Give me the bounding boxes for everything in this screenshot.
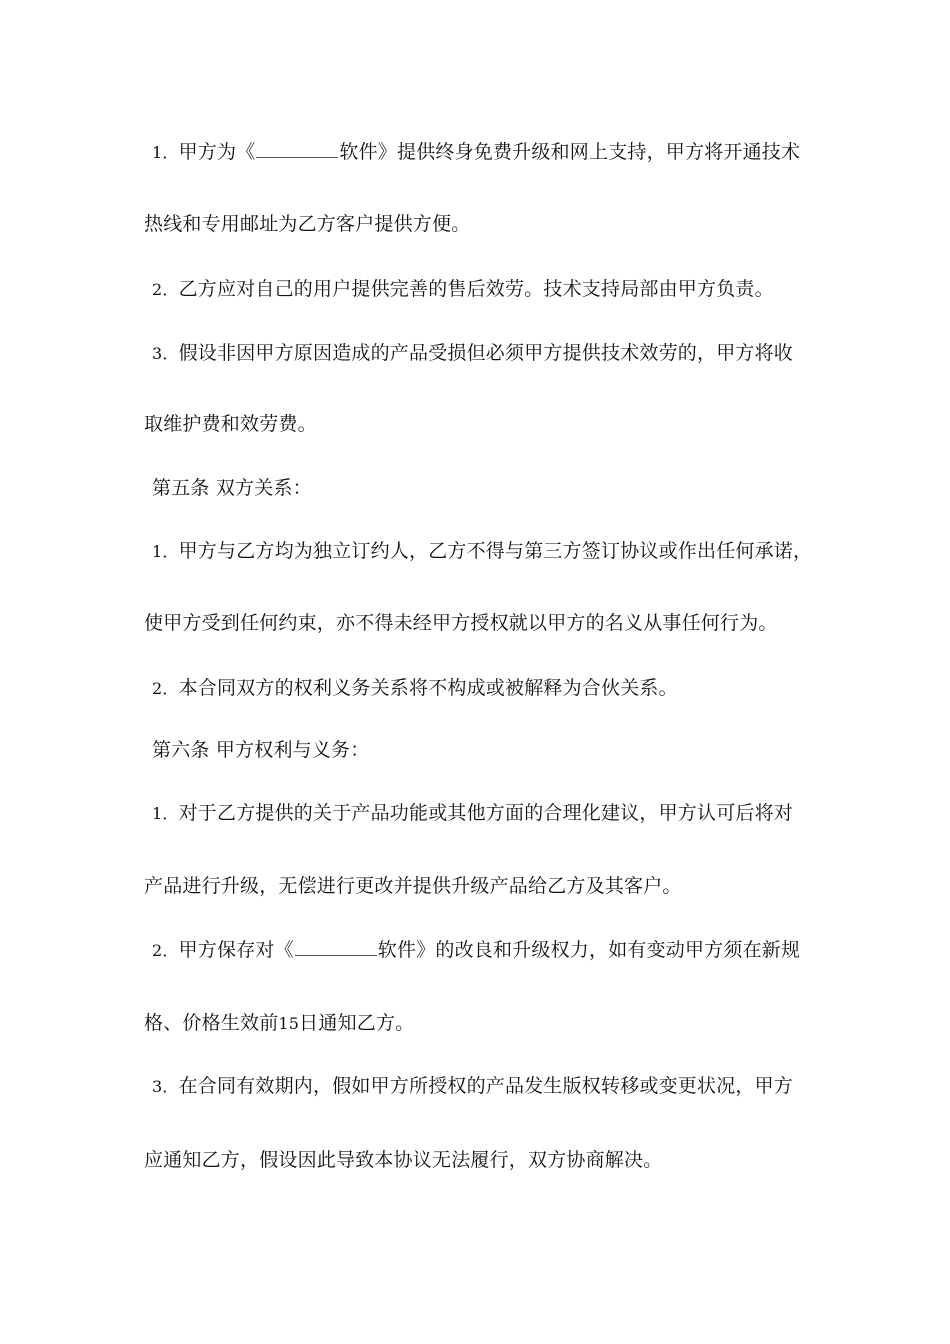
clause-text: 乙方应对自己的用户提供完善的售后效劳。技术支持局部由甲方负责。 [178,278,774,300]
article-6-heading: 第六条 甲方权利与义务： [152,739,370,761]
clause-text: 假设非因甲方原因造成的产品受损但必须甲方提供技术效劳的，甲方将收 [178,342,793,364]
clause-text: 软件》的改良和升级权力，如有变动甲方须在新规 [377,939,801,961]
blank-field [295,939,377,956]
clause-text: 在合同有效期内，假如甲方所授权的产品发生版权转移或变更状况，甲方 [178,1075,793,1097]
clause-5-2-line-1 [152,675,678,702]
clause-number: 2． [152,941,179,960]
clause-6-3-line-2: 应通知乙方，假设因此导致本协议无法履行，双方协商解决。 [144,1149,663,1171]
clause-number: 2． [152,679,179,698]
clause-text: 甲方为《 [178,141,256,163]
clause-6-3-line-1 [152,1073,793,1100]
article-5-heading: 第五条 双方关系： [152,477,312,499]
clause-text: 软件》提供终身免费升级和网上支持，甲方将开通技术 [339,141,801,163]
clause-text: 甲方保存对《 [178,939,294,961]
clause-3-line-1 [152,340,793,367]
clause-text: 甲方与乙方均为独立订约人，乙方不得与第三方签订协议或作出任何承诺， [178,540,813,562]
clause-text: 格、价格生效前 [144,1012,279,1034]
clause-number: 3． [152,344,179,363]
clause-3-line-2: 取维护费和效劳费。 [144,413,317,435]
clause-6-2-line-2 [144,1010,414,1037]
clause-6-2-line-1 [152,937,800,964]
clause-number: 1． [152,804,179,823]
clause-text: 对于乙方提供的关于产品功能或其他方面的合理化建议，甲方认可后将对 [178,802,793,824]
clause-number: 2． [152,280,179,299]
clause-text: 日通知乙方。 [299,1012,415,1034]
clause-6-1-line-2: 产品进行升级，无偿进行更改并提供升级产品给乙方及其客户。 [144,875,682,897]
day-count: 15 [278,1014,300,1033]
clause-number: 1． [152,542,179,561]
blank-field [256,141,338,158]
clause-1-line-2: 热线和专用邮址为乙方客户提供方便。 [144,213,471,235]
clause-6-1-line-1 [152,800,793,827]
clause-5-1-line-1 [152,538,812,565]
clause-number: 1． [152,143,179,162]
clause-2-line-1 [152,276,774,303]
clause-number: 3． [152,1077,179,1096]
clause-5-1-line-2: 使甲方受到任何约束，亦不得未经甲方授权就以甲方的名义从事任何行为。 [144,612,778,634]
clause-text: 本合同双方的权利义务关系将不构成或被解释为合伙关系。 [178,677,678,699]
clause-1-line-1 [152,139,800,166]
